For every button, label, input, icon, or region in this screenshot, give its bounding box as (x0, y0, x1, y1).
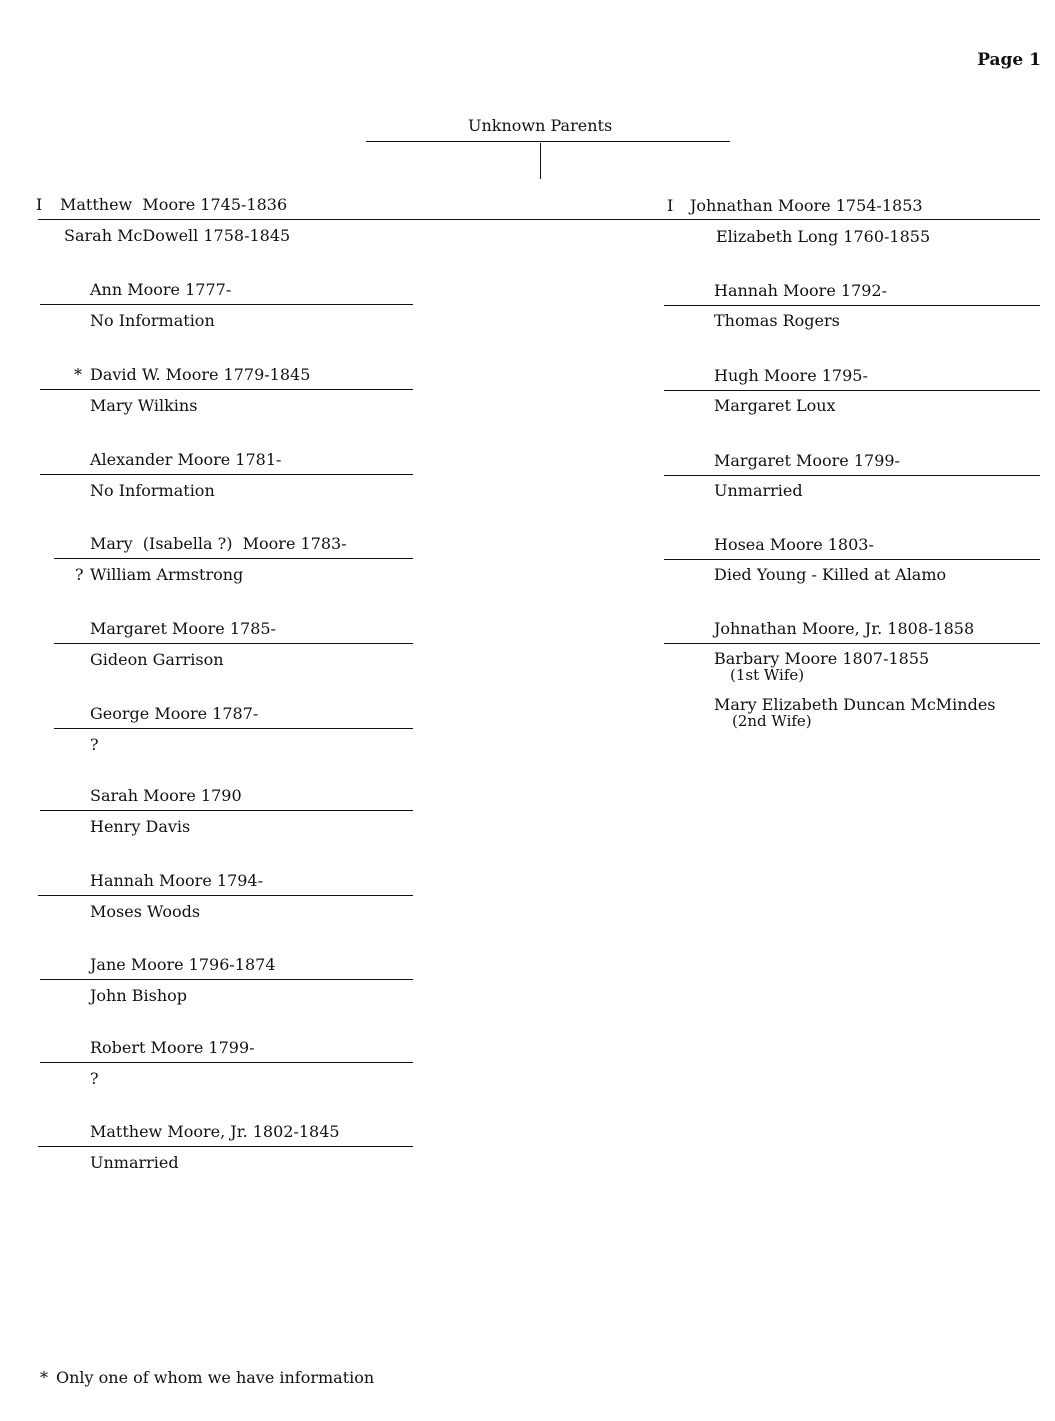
root-line (366, 141, 730, 142)
child-spouse: Unmarried (714, 481, 803, 500)
child-spouse: Died Young - Killed at Alamo (714, 565, 947, 584)
child-name: Johnathan Moore, Jr. 1808-1858 (714, 619, 975, 638)
child-spouse: Margaret Loux (714, 396, 836, 415)
spouse-note: (1st Wife) (730, 666, 805, 684)
child-marriage-line (664, 390, 1040, 391)
child-spouse: William Armstrong (90, 565, 244, 584)
child-marriage-line (38, 1146, 413, 1147)
footnote-marker: * (40, 1368, 48, 1387)
child-spouse: John Bishop (90, 986, 188, 1005)
child-marriage-line (664, 643, 1040, 644)
child-marriage-line (40, 474, 413, 475)
right-family-head: Johnathan Moore 1754-1853 (690, 196, 923, 215)
child-second-spouse: Mary Elizabeth Duncan McMindes (714, 695, 996, 714)
child-marriage-line (38, 895, 413, 896)
child-spouse: Mary Wilkins (90, 396, 198, 415)
child-name: Hugh Moore 1795- (714, 366, 868, 385)
child-spouse: ? (90, 735, 99, 754)
top-family-line (38, 219, 1040, 220)
left-family-spouse: Sarah McDowell 1758-1845 (64, 226, 291, 245)
child-name: Hosea Moore 1803- (714, 535, 874, 554)
child-marriage-line (664, 305, 1040, 306)
root-title: Unknown Parents (468, 116, 613, 135)
child-name: Margaret Moore 1799- (714, 451, 900, 470)
child-spouse: Barbary Moore 1807-1855 (714, 649, 930, 668)
child-marriage-line (40, 304, 413, 305)
child-spouse: Unmarried (90, 1153, 179, 1172)
child-name: George Moore 1787- (90, 704, 259, 723)
child-spouse: Henry Davis (90, 817, 191, 836)
left-family-head: Matthew Moore 1745-1836 (60, 195, 288, 214)
left-family-numeral: I (36, 195, 43, 214)
child-marker: * (74, 365, 82, 384)
child-name: Sarah Moore 1790 (90, 786, 242, 805)
child-spouse: Gideon Garrison (90, 650, 224, 669)
child-name: Ann Moore 1777- (90, 280, 232, 299)
child-spouse: Moses Woods (90, 902, 201, 921)
child-spouse: ? (90, 1069, 99, 1088)
spouse-marker: ? (75, 565, 84, 584)
child-marriage-line (664, 475, 1040, 476)
child-name: Mary (Isabella ?) Moore 1783- (90, 534, 347, 553)
child-name: Margaret Moore 1785- (90, 619, 276, 638)
page-number: Page 1 (977, 50, 1041, 70)
child-name: Jane Moore 1796-1874 (90, 955, 276, 974)
child-name: Matthew Moore, Jr. 1802-1845 (90, 1122, 340, 1141)
child-marriage-line (664, 559, 1040, 560)
child-spouse: Thomas Rogers (714, 311, 840, 330)
child-name: David W. Moore 1779-1845 (90, 365, 311, 384)
root-connector (540, 143, 541, 179)
child-name: Robert Moore 1799- (90, 1038, 255, 1057)
child-name: Alexander Moore 1781- (90, 450, 282, 469)
child-marriage-line (54, 558, 413, 559)
child-marriage-line (40, 979, 413, 980)
right-family-numeral: I (667, 196, 674, 215)
footnote-text: Only one of whom we have information (56, 1368, 375, 1387)
right-family-spouse: Elizabeth Long 1760-1855 (716, 227, 931, 246)
child-marriage-line (40, 810, 413, 811)
child-marriage-line (54, 728, 413, 729)
child-name: Hannah Moore 1794- (90, 871, 264, 890)
child-marriage-line (40, 1062, 413, 1063)
child-marriage-line (54, 643, 413, 644)
child-marriage-line (40, 389, 413, 390)
child-name: Hannah Moore 1792- (714, 281, 888, 300)
child-spouse: No Information (90, 481, 215, 500)
child-spouse: No Information (90, 311, 215, 330)
second-spouse-note: (2nd Wife) (732, 712, 812, 730)
